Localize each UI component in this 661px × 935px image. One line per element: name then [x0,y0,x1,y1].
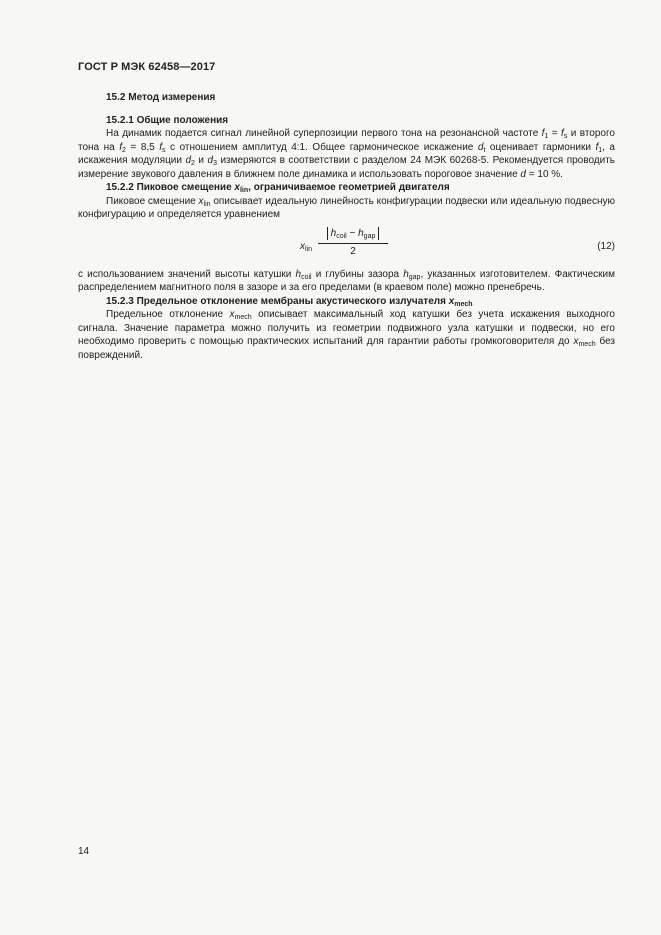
section-15-2-2-paragraph-2: с использованием значений высоты катушки $h_{coil}$ и глубины зазора $h_{gap}$, указанных изготовителем. Фактическим распределением магнитного поля в зазоре и за его пределами (в краевом поле) можно пренебречь. [78,268,616,293]
section-15-2-2-paragraph-1: Пиковое смещение $x_{lin}$ описывает идеальную линейность конфигурации подвески или идеальную подвесную конфигурацию и определяется уравнением [78,195,615,220]
equation-number: (12) [597,240,615,252]
section-15-2-1-heading: 15.2.1 Общие положения [106,114,229,126]
page-number: 14 [78,846,90,857]
equation-12 [78,225,615,267]
document-header: ГОСТ Р МЭК 62458—2017 [78,61,216,73]
section-15-2-1-paragraph: На динамик подается сигнал линейной суперпозиции первого тона на резонансной частоте $f_1 = f_s$ и второго тона на $f_2 = 8,5$ $f_s$ с отношением амплитуд 4:1. Общее гармоническое искажение $d_t$ оценивает гармоники $f_1$, а искажения модуляции $d_2$ и $d_3$ измеряются в соответствии с разделом 24 МЭК 60268-5. Рекомендуется проводить измерение звукового давления в ближнем поле динамика и использовать пороговое значение d = 10 %. [78,128,615,180]
section-15-2-2-heading: 15.2.2 Пиковое смещение $x_{lin}$, ограничиваемое геометрией двигателя [106,182,450,194]
equation-numerator: $h_{coil} - h_{gap}$ [327,227,380,241]
section-15-2-3-heading: 15.2.3 Предельное отклонение мембраны акустического излучателя $x_{mech}$ [106,295,473,308]
section-15-2-3-paragraph: Предельное отклонение $x_{mech}$ описывает максимальный ход катушки без учета искажения выходного сигнала. Значение параметра можно получить из геометрии подвижного узла катушки и подвески, но его необходимо проверить с помощью практических испытаний для гарантии работы громкоговорителя до $x_{mech}$ без повреждений. [78,309,616,361]
section-15-2-heading: 15.2 Метод измерения [106,92,216,103]
document-body [78,91,615,362]
equation-lhs: $x_{lin}$ [300,240,313,253]
equation-fraction [318,227,388,259]
fraction-bar [318,243,388,244]
equation-denominator: 2 [350,246,356,257]
